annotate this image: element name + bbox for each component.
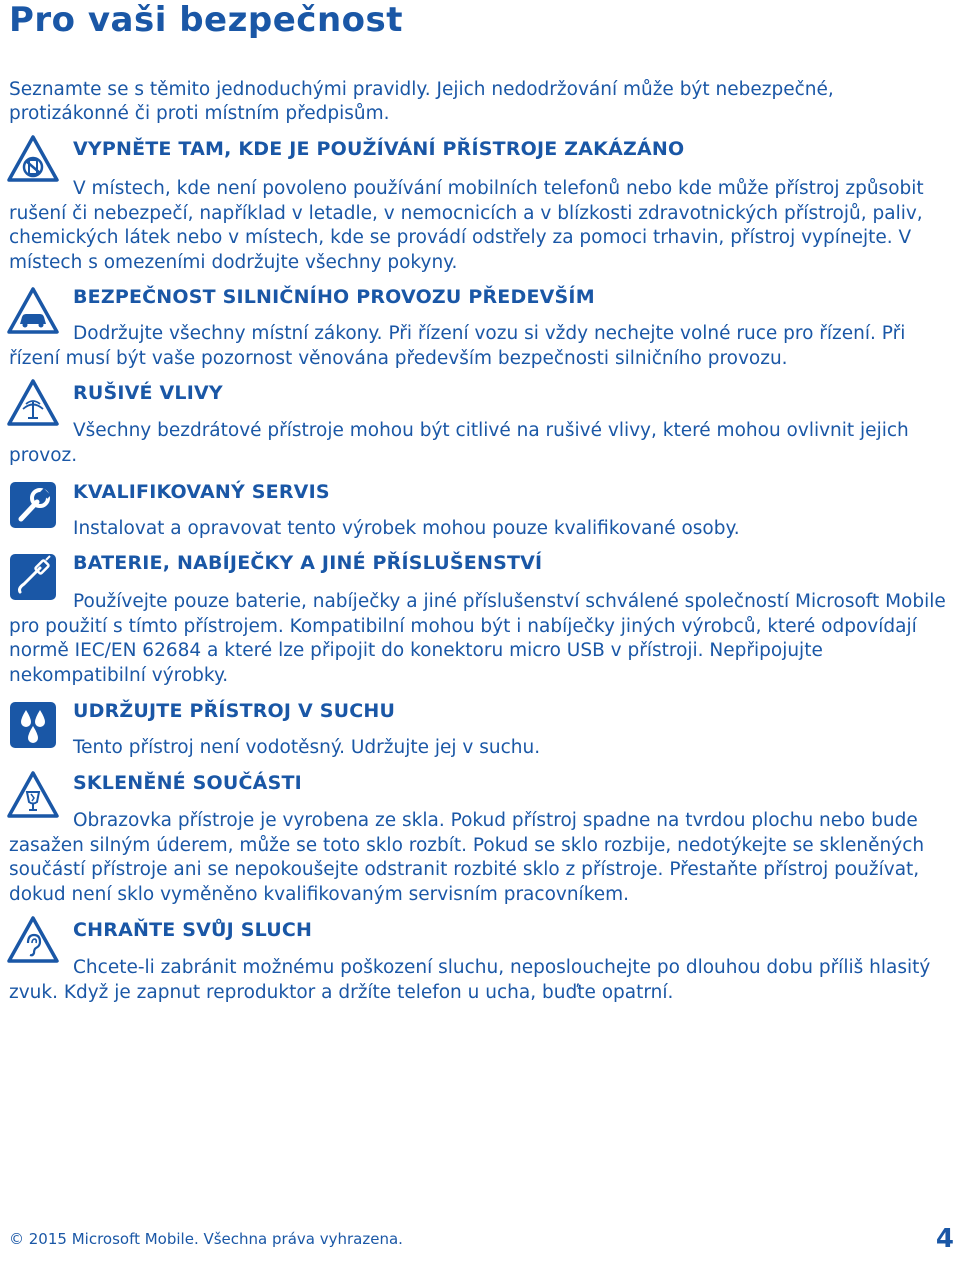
- section-text: Všechny bezdrátové přístroje mohou být citlivé na rušivé vlivy, které mohou ovlivnit jejich provoz.: [9, 420, 909, 466]
- footer-copyright: © 2015 Microsoft Mobile. Všechna práva vyhrazena.: [9, 1230, 403, 1248]
- page-title: Pro vaši bezpečnost: [9, 0, 404, 40]
- section-heading: CHRAŇTE SVŮJ SLUCH: [73, 919, 313, 941]
- section-text: Používejte pouze baterie, nabíječky a jiné příslušenství schválené společností Microsoft Mobile pro použití s tímto přístrojem. Kompatibilní mohou být i nabíječky jiných výrobců, které odpovídají normě IEC/EN 62684 a které lze připojit do konektoru micro USB v přístroji. Nepřipojujte nekompatibilní výrobky.: [9, 591, 946, 686]
- section-text: Obrazovka přístroje je vyrobena ze skla. Pokud přístroj spadne na tvrdou plochu nebo bude zasažen silným úderem, může se toto sklo rozbít. Pokud se sklo rozbije, nedotýkejte se skleněných součástí přístroje ani se nepokoušejte odstranit rozbité sklo z přístroje. Přestaňte přístroj používat, dokud není sklo vyměněno kvalifikovaným servisním pracovníkem.: [9, 810, 925, 905]
- section-text: Chcete-li zabránit možnému poškození sluchu, neposlouchejte po dlouhou dobu příliš hlasitý zvuk. Když je zapnut reproduktor a držíte telefon u ucha, buďte opatrní.: [9, 957, 931, 1003]
- section-heading: VYPNĚTE TAM, KDE JE POUŽÍVÁNÍ PŘÍSTROJE ZAKÁZÁNO: [73, 138, 685, 160]
- section-text: Instalovat a opravovat tento výrobek mohou pouze kvalifikované osoby.: [73, 518, 740, 539]
- section-heading: SKLENĚNÉ SOUČÁSTI: [73, 772, 302, 794]
- section-text: Dodržujte všechny místní zákony. Při řízení vozu si vždy nechejte volné ruce pro řízení. Při řízení musí být vaše pozornost věnována především bezpečnosti silničního provozu.: [9, 323, 906, 369]
- section-heading: UDRŽUJTE PŘÍSTROJ V SUCHU: [73, 700, 396, 722]
- section-heading: RUŠIVÉ VLIVY: [73, 382, 223, 404]
- section-text: Tento přístroj není vodotěsný. Udržujte jej v suchu.: [73, 737, 541, 758]
- section-heading: BATERIE, NABÍJEČKY A JINÉ PŘÍSLUŠENSTVÍ: [73, 552, 543, 574]
- section-text: V místech, kde není povoleno používání mobilních telefonů nebo kde může přístroj způsobit rušení či nebezpečí, například v letadle, v nemocnicích a v blízkosti zdravotnických přístrojů, paliv, chemických látek nebo v místech, kde se provádí odstřely za pomoci trhavin, přístroj vypínejte. V místech s omezeními dodržujte všechny pokyny.: [9, 178, 924, 273]
- section-heading: BEZPEČNOST SILNIČNÍHO PROVOZU PŘEDEVŠÍM: [73, 286, 595, 308]
- section-heading: KVALIFIKOVANÝ SERVIS: [73, 481, 330, 503]
- intro-text: Seznamte se s těmito jednoduchými pravidly. Jejich nedodržování může být nebezpečné, protizákonné či proti místním předpisům.: [9, 79, 834, 124]
- page-number: 4: [935, 1224, 954, 1254]
